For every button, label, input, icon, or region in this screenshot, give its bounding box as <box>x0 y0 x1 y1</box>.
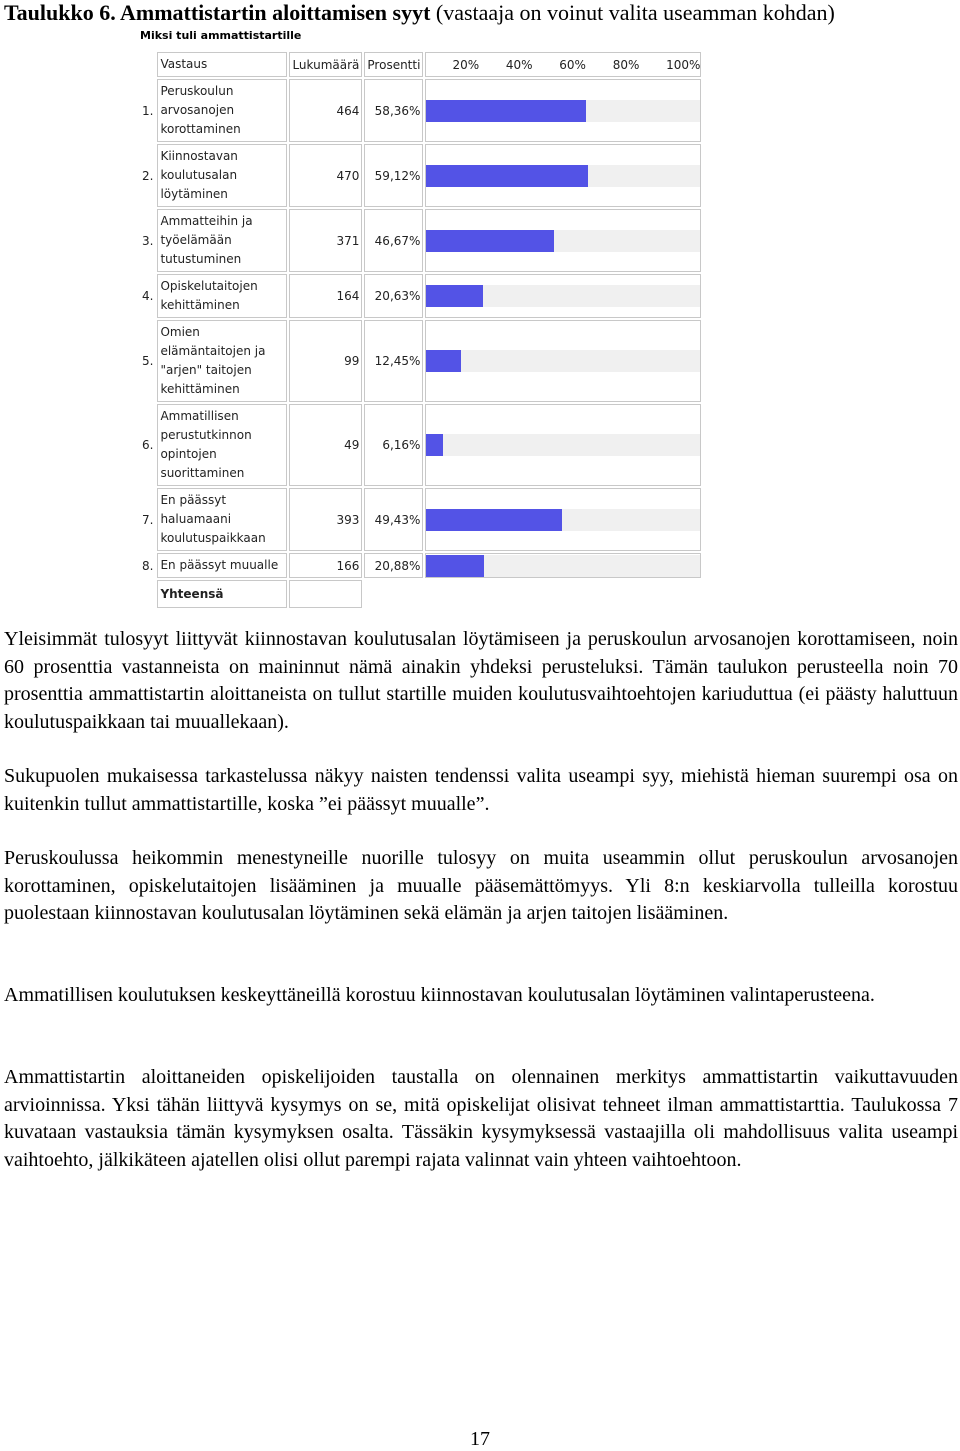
row-count: 164 <box>289 274 362 318</box>
row-percent: 12,45% <box>364 320 423 402</box>
row-label: Opiskelutaitojen kehittäminen <box>157 274 287 318</box>
poll-caption: Miksi tuli ammattistartille <box>140 29 302 42</box>
row-percent: 49,43% <box>364 488 423 551</box>
row-percent: 20,88% <box>364 553 423 578</box>
row-bar-cell <box>425 553 701 578</box>
row-count: 470 <box>289 144 362 207</box>
table-title <box>4 0 835 26</box>
row-bar-cell <box>425 144 701 207</box>
row-bar-cell <box>425 488 701 551</box>
table-row <box>140 553 701 578</box>
row-bar-cell <box>425 209 701 272</box>
table-title-bold: Taulukko 6. Ammattistartin aloittamisen syyt <box>4 0 431 25</box>
total-label: Yhteensä <box>157 580 287 608</box>
total-count <box>289 580 362 608</box>
header-percent: Prosentti <box>364 52 423 77</box>
row-number: 5. <box>142 354 154 368</box>
row-count: 166 <box>289 553 362 578</box>
scale-tick: 80% <box>612 57 640 72</box>
paragraph-2: Sukupuolen mukaisessa tarkastelussa näkyy naisten tendenssi valita useampi syy, miehistä hieman suurempi osa on kuitenkin tullut ammattistartille, koska ”ei päässyt muualle”. <box>4 765 958 815</box>
paragraph-3: Peruskoulussa heikommin menestyneille nuorille tulosyy on muita useammin ollut peruskoulun arvosanojen korottaminen, opiskelutaitojen lisääminen ja muualle pääsemättömyys. Yli 8:n keskiarvolla tulleilla korostuu puolestaan kiinnostavan koulutusalan löytäminen sekä elämän ja arjen taitojen lisääminen. <box>4 847 958 924</box>
row-number: 1. <box>142 103 154 118</box>
bar-track <box>426 509 700 531</box>
bar-track <box>426 100 700 122</box>
percent-bar <box>426 350 460 372</box>
row-percent: 6,16% <box>364 404 423 486</box>
bar-track <box>426 350 700 372</box>
scale-tick: 100% <box>666 57 701 72</box>
percent-bar <box>426 100 586 122</box>
row-percent: 59,12% <box>364 144 423 207</box>
bar-track <box>426 555 700 577</box>
paragraph-1: Yleisimmät tulosyyt liittyvät kiinnostavan koulutusalan löytämiseen ja peruskoulun arvosanojen korottamiseen, noin 60 prosenttia vastanneista on maininnut nämä ainakin yhdeksi perusteluksi. Tämän taulukon perusteella noin 70 prosenttia ammattistartin aloittaneista on tullut startille muiden koulutusvaihtoehtojen kariuduttua (ei päästy haluttuun koulutuspaikkaan tai muuallekaan). <box>4 628 958 733</box>
percent-bar <box>426 555 483 577</box>
table-row <box>140 79 701 142</box>
header-count: Lukumäärä <box>289 52 362 77</box>
row-percent: 58,36% <box>364 79 423 142</box>
percent-bar <box>426 285 483 307</box>
table-row <box>140 144 701 207</box>
paragraph-5: Ammattistartin aloittaneiden opiskelijoiden taustalla on olennainen merkitys ammattistartin vaikuttavuuden arvioinnissa. Yksi tähän liittyvä kysymys on se, mitä opiskelijat olisivat tehneet ilman ammattistarttia. Taulukossa 7 kuvataan vastauksia tämän kysymyksen osalta. Tässäkin kysymyksessä vastaajilla oli mahdollisuus valita useampi vaihtoehto, jälkikäteen ajatellen olisi ollut parempi rajata valinnat vain yhteen vaihtoehtoon. <box>4 1066 958 1171</box>
bar-track <box>426 230 700 252</box>
bar-track <box>426 434 700 456</box>
table-row <box>140 274 701 318</box>
scale-tick: 40% <box>505 57 533 72</box>
table-row <box>140 488 701 551</box>
scale-tick: 20% <box>452 57 480 72</box>
paragraph-4: Ammatillisen koulutuksen keskeyttäneillä korostuu kiinnostavan koulutusalan löytäminen valintaperusteena. <box>4 984 875 1006</box>
row-number: 6. <box>142 438 154 452</box>
row-bar-cell <box>425 404 701 486</box>
results-table <box>138 50 703 610</box>
row-number: 7. <box>142 512 154 527</box>
scale-tick: 60% <box>559 57 586 72</box>
total-row <box>140 580 701 608</box>
row-label: En päässyt haluamaani koulutuspaikkaan <box>157 488 287 551</box>
percent-bar <box>426 165 588 187</box>
table-row <box>140 320 701 402</box>
row-label: Peruskoulun arvosanojen korottaminen <box>157 79 287 142</box>
row-label: Kiinnostavan koulutusalan löytäminen <box>157 144 287 207</box>
percent-bar <box>426 509 561 531</box>
bar-track <box>426 165 700 187</box>
row-number: 2. <box>142 168 154 183</box>
row-bar-cell <box>425 79 701 142</box>
table-row <box>140 209 701 272</box>
row-label: En päässyt muualle <box>157 553 287 578</box>
percent-scale <box>426 58 700 72</box>
row-number: 8. <box>142 558 154 573</box>
row-count: 99 <box>289 320 362 402</box>
row-count: 371 <box>289 209 362 272</box>
row-count: 49 <box>289 404 362 486</box>
bar-track <box>426 285 700 307</box>
header-scale <box>425 52 701 77</box>
row-percent: 46,67% <box>364 209 423 272</box>
row-number: 4. <box>142 289 154 303</box>
row-bar-cell <box>425 320 701 402</box>
row-label: Ammatillisen perustutkinnon opintojen suorittaminen <box>157 404 287 486</box>
row-label: Omien elämäntaitojen ja "arjen" taitojen kehittäminen <box>157 320 287 402</box>
percent-bar <box>426 230 554 252</box>
row-number: 3. <box>142 233 154 248</box>
row-count: 393 <box>289 488 362 551</box>
percent-bar <box>426 434 443 456</box>
page-number: 17 <box>470 1428 490 1450</box>
header-answer: Vastaus <box>157 52 287 77</box>
row-label: Ammatteihin ja työelämään tutustuminen <box>157 209 287 272</box>
table-header-row <box>140 52 701 77</box>
row-percent: 20,63% <box>364 274 423 318</box>
poll-results <box>138 50 703 610</box>
table-row <box>140 404 701 486</box>
table-title-rest: (vastaaja on voinut valita useamman kohdan) <box>430 0 835 25</box>
row-count: 464 <box>289 79 362 142</box>
row-bar-cell <box>425 274 701 318</box>
